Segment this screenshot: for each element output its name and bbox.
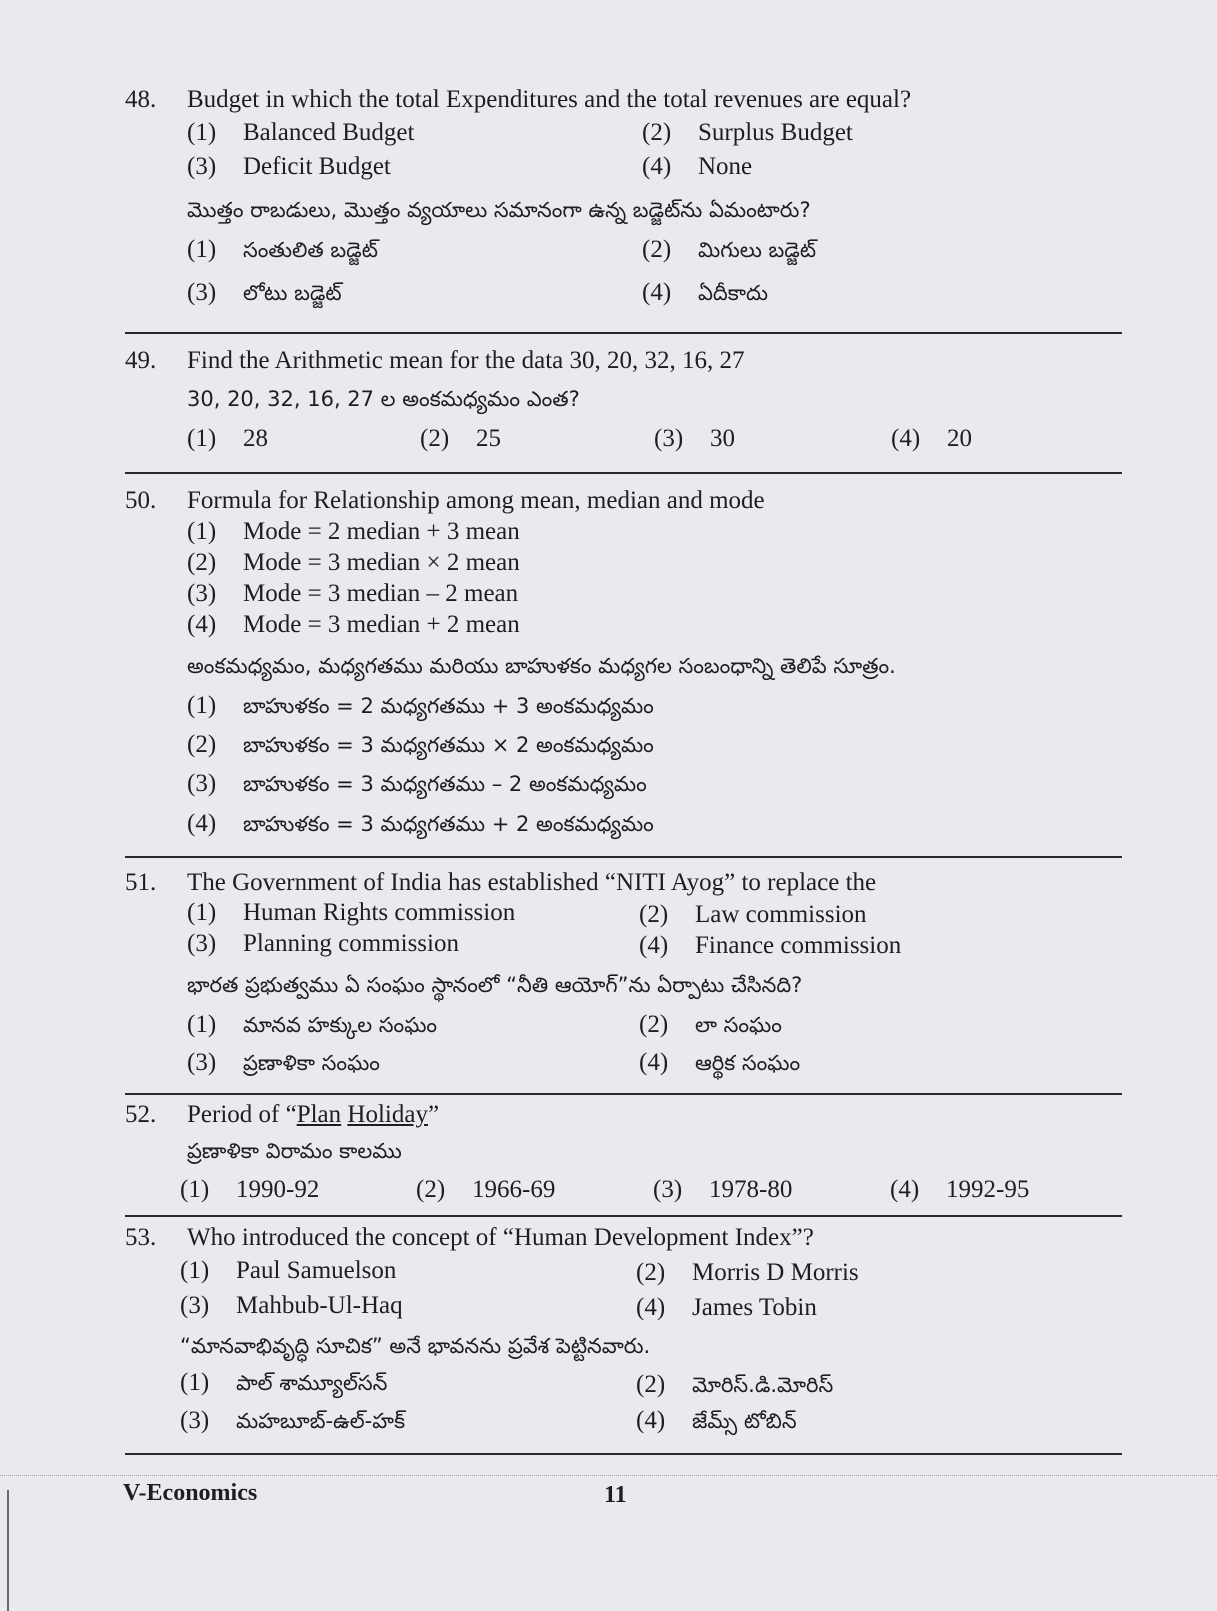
question-number: 49.	[125, 347, 157, 374]
option-1-te: (1) సంతులిత బడ్జెట్	[187, 236, 378, 263]
option-1: (1) 1990-92	[180, 1176, 320, 1203]
option-4-en: (4) James Tobin	[636, 1294, 817, 1321]
question-text-te: ప్రణాళికా విరామం కాలము	[187, 1139, 402, 1163]
question-number: 52.	[125, 1101, 157, 1128]
question-number: 53.	[125, 1224, 157, 1251]
option-1-te: (1) పాల్ శామ్యూల్‌సన్	[180, 1369, 388, 1396]
question-text-en: Budget in which the total Expenditures and the total revenues are equal?	[187, 86, 912, 113]
option-1: (1) 28	[187, 425, 268, 452]
divider	[125, 856, 1122, 858]
question-text-te: భారత ప్రభుత్వము ఏ సంఘం స్థానంలో “నీతి ఆయోగ్”ను ఏర్పాటు చేసినది?	[187, 973, 803, 997]
question-text-en: Formula for Relationship among mean, median and mode	[187, 487, 765, 514]
option-2: (2) 25	[420, 425, 501, 452]
option-3: (3) 30	[654, 425, 735, 452]
option-1-en: (1) Balanced Budget	[187, 119, 415, 146]
option-1-en: (1) Paul Samuelson	[180, 1257, 397, 1284]
option-2-en: (2) Morris D Morris	[636, 1259, 859, 1286]
option-2-te: (2) బాహుళకం = 3 మధ్యగతము × 2 అంకమధ్యమం	[187, 731, 654, 758]
option-4-te: (4) ఏదీకాదు	[642, 279, 769, 306]
question-text-en: Who introduced the concept of “Human Development Index”?	[187, 1224, 814, 1251]
question-text-en: Period of “Plan Holiday”	[187, 1101, 440, 1128]
option-3-en: (3) Mode = 3 median – 2 mean	[187, 580, 519, 607]
option-3: (3) 1978-80	[653, 1176, 793, 1203]
option-1-en: (1) Human Rights commission	[187, 899, 516, 926]
option-1-te: (1) బాహుళకం = 2 మధ్యగతము + 3 అంకమధ్యమం	[187, 692, 654, 719]
option-4-en: (4) Mode = 3 median + 2 mean	[187, 611, 520, 638]
option-4-en: (4) None	[642, 153, 753, 180]
question-text-te: అంకమధ్యమం, మధ్యగతము మరియు బాహుళకం మధ్యగల సంబంధాన్ని తెలిపే సూత్రం.	[187, 654, 896, 678]
option-1-te: (1) మానవ హక్కుల సంఘం	[187, 1011, 438, 1038]
question-text-en: Find the Arithmetic mean for the data 30, 20, 32, 16, 27	[187, 347, 745, 374]
option-3-te: (3) బాహుళకం = 3 మధ్యగతము – 2 అంకమధ్యమం	[187, 770, 647, 797]
option-4: (4) 20	[891, 425, 972, 452]
option-4: (4) 1992-95	[890, 1176, 1030, 1203]
question-text-te: 30, 20, 32, 16, 27 ల అంకమధ్యమం ఎంత?	[187, 387, 580, 411]
divider	[125, 472, 1122, 474]
option-2: (2) 1966-69	[416, 1176, 556, 1203]
option-3-en: (3) Deficit Budget	[187, 153, 391, 180]
question-text-te: మొత్తం రాబడులు, మొత్తం వ్యయాలు సమానంగా ఉన్న బడ్జెట్‌ను ఏమంటారు?	[187, 198, 811, 222]
question-text-en: The Government of India has established “NITI Ayog” to replace the	[187, 869, 877, 896]
option-4-en: (4) Finance commission	[639, 932, 902, 959]
option-2-te: (2) లా సంఘం	[639, 1011, 782, 1038]
option-2-en: (2) Mode = 3 median × 2 mean	[187, 549, 520, 576]
option-2-te: (2) మోరిస్.డి.మోరిస్	[636, 1371, 834, 1398]
question-number: 51.	[125, 869, 157, 896]
question-number: 50.	[125, 487, 157, 514]
page-number: 11	[604, 1482, 627, 1508]
option-2-en: (2) Surplus Budget	[642, 119, 853, 146]
option-3-te: (3) మహబూబ్-ఉల్-హక్	[180, 1407, 406, 1434]
divider	[125, 1215, 1122, 1217]
question-number: 48.	[125, 86, 157, 113]
option-3-te: (3) ప్రణాళికా సంఘం	[187, 1049, 380, 1076]
option-3-en: (3) Mahbub-Ul-Haq	[180, 1292, 403, 1319]
divider	[125, 1453, 1122, 1455]
option-3-en: (3) Planning commission	[187, 930, 459, 957]
option-4-te: (4) ఆర్థిక సంఘం	[639, 1049, 801, 1076]
footer-dotted-line	[0, 1475, 1217, 1476]
divider	[125, 332, 1122, 334]
option-4-te: (4) బాహుళకం = 3 మధ్యగతము + 2 అంకమధ్యమం	[187, 810, 654, 837]
option-2-te: (2) మిగులు బడ్జెట్	[642, 236, 817, 263]
question-text-te: “మానవాభివృద్ధి సూచిక” అనే భావనను ప్రవేశ పెట్టినవారు.	[180, 1334, 651, 1358]
scan-edge-mark	[7, 1490, 9, 1611]
option-4-te: (4) జేమ్స్ టోబిన్	[636, 1407, 797, 1434]
divider	[125, 1093, 1122, 1095]
subject-label: V-Economics	[123, 1480, 258, 1506]
option-2-en: (2) Law commission	[639, 901, 867, 928]
option-3-te: (3) లోటు బడ్జెట్	[187, 279, 342, 306]
option-1-en: (1) Mode = 2 median + 3 mean	[187, 518, 520, 545]
